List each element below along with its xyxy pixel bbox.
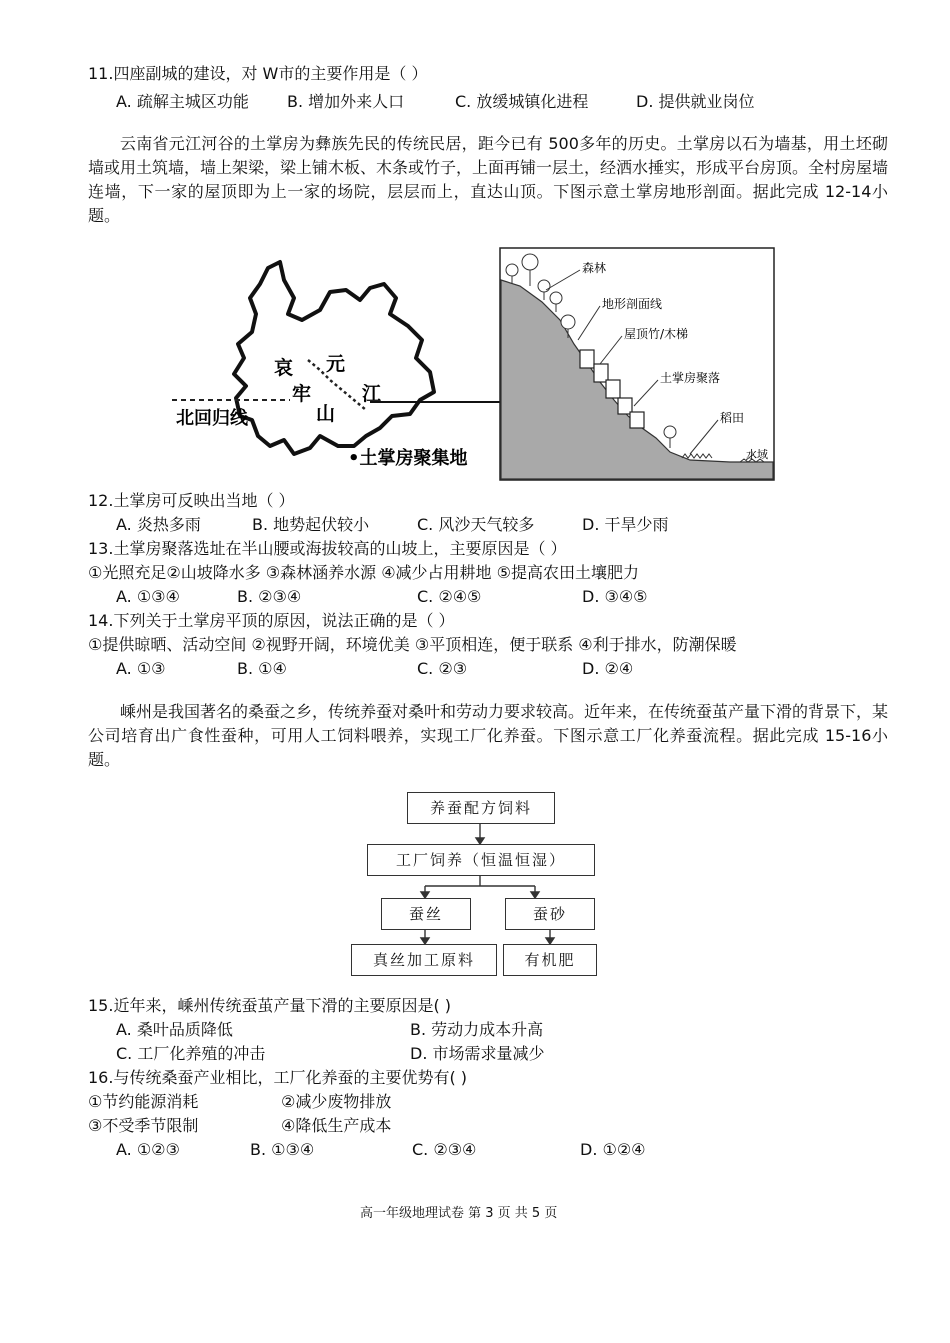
q11-option-c: C. 放缓城镇化进程 <box>455 92 589 111</box>
flow-excrement: 蚕砂 <box>505 898 595 930</box>
q16-statement-2: ②减少废物排放 <box>281 1092 392 1111</box>
q13-option-b: B. ②③④ <box>237 587 302 606</box>
q15-stem: 15.近年来，嵊州传统蚕茧产量下滑的主要原因是( ) <box>88 996 452 1015</box>
q16-stem: 16.与传统桑蚕产业相比，工厂化养蚕的主要优势有( ) <box>88 1068 468 1087</box>
q12-stem: 12.土掌房可反映出当地（ ） <box>88 491 295 510</box>
q14-option-d: D. ②④ <box>582 659 634 678</box>
q11-option-b: B. 增加外来人口 <box>287 92 405 111</box>
passage-silkworm: 嵊州是我国著名的桑蚕之乡，传统养蚕对桑叶和劳动力要求较高。近年来，在传统蚕茧产量下滑的背景下，某公司培育出广食性蚕种，可用人工饲料喂养，实现工厂化养蚕。下图示意工厂化养蚕流程。据此完成 15-16小题。 <box>88 702 889 769</box>
q16-option-b: B. ①③④ <box>250 1140 315 1159</box>
q12-option-d: D. 干旱少雨 <box>582 515 669 534</box>
label-ai: 哀 <box>274 357 294 379</box>
q16-statement-4: ④降低生产成本 <box>281 1116 392 1135</box>
label-settlement: •土掌房聚集地 <box>348 448 468 469</box>
label-profile: 地形剖面线 <box>602 297 663 311</box>
page-footer: 高一年级地理试卷 第 3 页 共 5 页 <box>360 1206 558 1221</box>
q11-option-a: A. 疏解主城区功能 <box>116 92 249 111</box>
flow-fertilizer: 有机肥 <box>503 944 597 976</box>
q16-statement-3: ③不受季节限制 <box>88 1116 199 1135</box>
q16-option-c: C. ②③④ <box>412 1140 477 1159</box>
flow-silk: 蚕丝 <box>381 898 471 930</box>
q13-option-a: A. ①③④ <box>116 587 180 606</box>
q15-option-d: D. 市场需求量减少 <box>410 1044 545 1063</box>
q15-option-b: B. 劳动力成本升高 <box>410 1020 544 1039</box>
q12-option-a: A. 炎热多雨 <box>116 515 201 534</box>
q13-option-d: D. ③④⑤ <box>582 587 648 606</box>
q12-option-c: C. 风沙天气较多 <box>417 515 535 534</box>
q13-option-c: C. ②④⑤ <box>417 587 482 606</box>
label-shan: 山 <box>316 403 336 425</box>
label-tropic: 北回归线 <box>176 408 248 429</box>
flow-feed: 养蚕配方饲料 <box>407 792 555 824</box>
q16-option-d: D. ①②④ <box>580 1140 646 1159</box>
q14-option-a: A. ①③ <box>116 659 166 678</box>
label-jiang: 江 <box>362 383 382 405</box>
label-paddy: 稻田 <box>720 411 745 425</box>
q16-option-a: A. ①②③ <box>116 1140 180 1159</box>
q13-statements: ①光照充足②山坡降水多 ③森林涵养水源 ④减少占用耕地 ⑤提高农田土壤肥力 <box>88 563 639 582</box>
label-yuan: 元 <box>326 353 346 375</box>
q14-statements: ①提供晾晒、活动空间 ②视野开阔，环境优美 ③平顶相连，便于联系 ④利于排水，防潮保暖 <box>88 635 737 654</box>
q11-stem: 11.四座副城的建设，对 W市的主要作用是（ ） <box>88 64 428 83</box>
figure-tuzhangfang <box>170 240 780 490</box>
flowchart-silkworm <box>345 790 605 980</box>
passage-tuzhangfang: 云南省元江河谷的土掌房为彝族先民的传统民居，距今已有 500多年的历史。土掌房以石为墙基，用土坯砌墙或用土筑墙，墙上架梁，梁上铺木板、木条或竹子，上面再铺一层土，经洒水捶实，形成平台房顶。全村房屋墙连墙，下一家的屋顶即为上一家的场院，层层而上，直达山顶。下图示意土掌房地形剖面。据此完成 12-14小题。 <box>88 134 889 225</box>
label-water: 水域 <box>746 448 768 461</box>
q14-stem: 14.下列关于土掌房平顶的原因，说法正确的是（ ） <box>88 611 455 630</box>
q15-option-a: A. 桑叶品质降低 <box>116 1020 233 1039</box>
label-lao: 牢 <box>292 383 312 405</box>
label-forest: 森林 <box>582 261 607 275</box>
q16-statement-1: ①节约能源消耗 <box>88 1092 199 1111</box>
label-village: 土掌房聚落 <box>660 371 721 385</box>
q12-option-b: B. 地势起伏较小 <box>252 515 370 534</box>
q14-option-c: C. ②③ <box>417 659 468 678</box>
q13-stem: 13.土掌房聚落选址在半山腰或海拔较高的山坡上，主要原因是（ ） <box>88 539 567 558</box>
q11-option-d: D. 提供就业岗位 <box>636 92 755 111</box>
flow-raw-material: 真丝加工原料 <box>351 944 497 976</box>
flow-factory: 工厂饲养（恒温恒湿） <box>367 844 595 876</box>
label-roof: 屋顶竹/木梯 <box>624 327 689 341</box>
q14-option-b: B. ①④ <box>237 659 287 678</box>
q15-option-c: C. 工厂化养殖的冲击 <box>116 1044 266 1063</box>
